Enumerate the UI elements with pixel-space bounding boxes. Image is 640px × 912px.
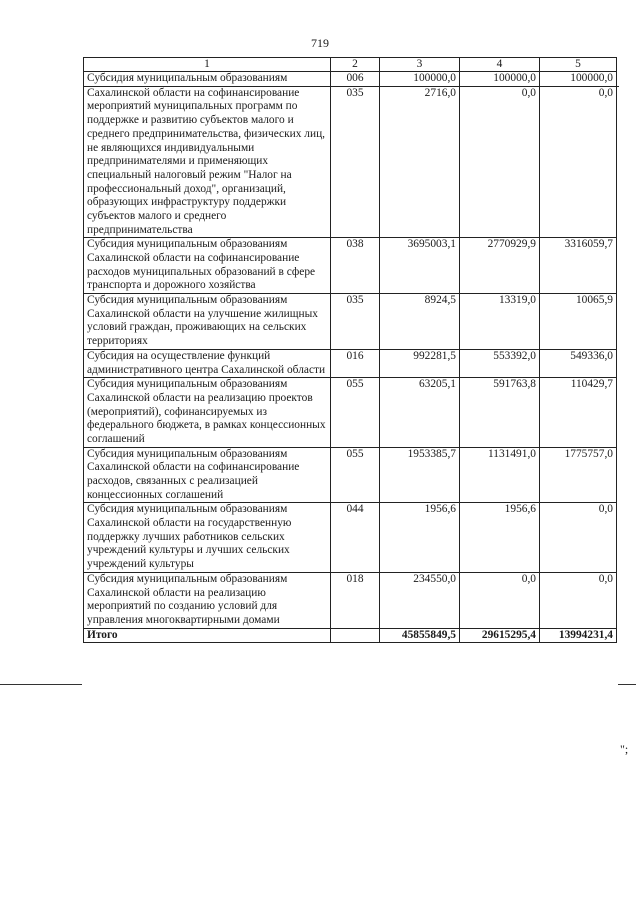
row-name: Субсидия муниципальным образованиям Сахалинской области на улучшение жилищных условий граждан, проживающих на сельских территориях bbox=[84, 294, 331, 350]
row-value-5: 3316059,7 bbox=[540, 238, 617, 294]
row-value-4: 0,0 bbox=[460, 86, 542, 101]
row-code: 055 bbox=[331, 447, 380, 503]
total-row bbox=[84, 628, 617, 642]
row-value-5: 10065,9 bbox=[540, 294, 617, 350]
row-name: Субсидия муниципальным образованиям Сахалинской области на реализацию проектов (мероприятий), софинансируемых из федерального бюджета, в рамках концессионных соглашений bbox=[84, 378, 331, 447]
row-name: Субсидия муниципальным образованиям bbox=[87, 72, 288, 85]
row-name: Сахалинской области на софинансирование мероприятий муниципальных программ по поддержке и развитию субъектов малого и среднего предпринимательства, физических лиц, не являющихся индивидуальными предпринимателями и применяющих специальный налоговый режим "Налог на профессиональный доход", организаций, образующих инфраструктуру поддержки субъектов малого и среднего предпринимательства bbox=[84, 86, 330, 238]
header-row bbox=[84, 58, 617, 72]
row-code: 055 bbox=[331, 378, 380, 447]
total-code-empty bbox=[331, 628, 380, 642]
row-value-3: 992281,5 bbox=[380, 349, 460, 377]
row-value-3-cell bbox=[380, 72, 460, 238]
row-value-4: 13319,0 bbox=[460, 294, 540, 350]
row-value-4: 591763,8 bbox=[460, 378, 540, 447]
row-code: 006 bbox=[346, 72, 364, 85]
row-value-5-cell bbox=[540, 72, 617, 238]
row-value-5: 1775757,0 bbox=[540, 447, 617, 503]
header-col-5: 5 bbox=[540, 58, 617, 72]
row-value-5: 0,0 bbox=[540, 86, 619, 101]
table-row bbox=[84, 349, 617, 377]
row-value-4: 0,0 bbox=[460, 572, 540, 628]
scan-line-left bbox=[0, 684, 82, 685]
row-code: 035 bbox=[331, 86, 379, 101]
row-name: Субсидия муниципальным образованиям Сахалинской области на реализацию мероприятий по созданию условий для управления многоквартирными домами bbox=[84, 572, 331, 628]
row-value-4: 1131491,0 bbox=[460, 447, 540, 503]
table-row bbox=[84, 378, 617, 447]
total-label: Итого bbox=[84, 628, 331, 642]
row-value-3: 2716,0 bbox=[380, 86, 462, 101]
row-value-5: 110429,7 bbox=[540, 378, 617, 447]
row-name: Субсидия муниципальным образованиям Сахалинской области на софинансирование расходов, связанных с реализацией концессионных соглашений bbox=[84, 447, 331, 503]
row-code: 016 bbox=[331, 349, 380, 377]
table-row bbox=[84, 503, 617, 572]
total-value-4: 29615295,4 bbox=[460, 628, 540, 642]
row-code-cell bbox=[331, 72, 380, 238]
row-name: Субсидия на осуществление функций административного центра Сахалинской области bbox=[84, 349, 331, 377]
row-name: Субсидия муниципальным образованиям Сахалинской области на софинансирование расходов муниципальных образований в сфере транспорта и дорожного хозяйства bbox=[84, 238, 331, 294]
row-value-3: 8924,5 bbox=[380, 294, 460, 350]
row-value-4: 2770929,9 bbox=[460, 238, 540, 294]
table-row bbox=[84, 294, 617, 350]
row-value-3: 234550,0 bbox=[380, 572, 460, 628]
table-row bbox=[84, 72, 617, 238]
header-col-1: 1 bbox=[84, 58, 331, 72]
row-value-3: 63205,1 bbox=[380, 378, 460, 447]
row-value-4: 100000,0 bbox=[493, 72, 536, 85]
header-col-3: 3 bbox=[380, 58, 460, 72]
row-value-5: 0,0 bbox=[540, 572, 617, 628]
total-value-3: 45855849,5 bbox=[380, 628, 460, 642]
header-col-2: 2 bbox=[331, 58, 380, 72]
header-col-4: 4 bbox=[460, 58, 540, 72]
scan-line-right bbox=[618, 684, 636, 685]
row-name-cell bbox=[84, 72, 331, 238]
budget-table bbox=[83, 57, 617, 643]
row-code: 018 bbox=[331, 572, 380, 628]
row-code: 038 bbox=[331, 238, 380, 294]
row-value-5: 549336,0 bbox=[540, 349, 617, 377]
row-code: 035 bbox=[331, 294, 380, 350]
row-value-3: 1956,6 bbox=[380, 503, 460, 572]
closing-quote-mark: "; bbox=[620, 742, 629, 756]
row-value-3: 1953385,7 bbox=[380, 447, 460, 503]
page-number: 719 bbox=[311, 36, 329, 50]
total-value-5: 13994231,4 bbox=[540, 628, 617, 642]
row-value-5: 100000,0 bbox=[570, 72, 613, 85]
row-value-4: 553392,0 bbox=[460, 349, 540, 377]
row-value-5: 0,0 bbox=[540, 503, 617, 572]
row-value-4: 1956,6 bbox=[460, 503, 540, 572]
row-value-3: 100000,0 bbox=[413, 72, 456, 85]
row-value-4-cell bbox=[460, 72, 540, 238]
table-row bbox=[84, 447, 617, 503]
row-value-3: 3695003,1 bbox=[380, 238, 460, 294]
table-row bbox=[84, 238, 617, 294]
table-row bbox=[84, 572, 617, 628]
row-name: Субсидия муниципальным образованиям Сахалинской области на государственную поддержку лучших работников сельских учреждений культуры и лучших сельских учреждений культуры bbox=[84, 503, 331, 572]
row-code: 044 bbox=[331, 503, 380, 572]
